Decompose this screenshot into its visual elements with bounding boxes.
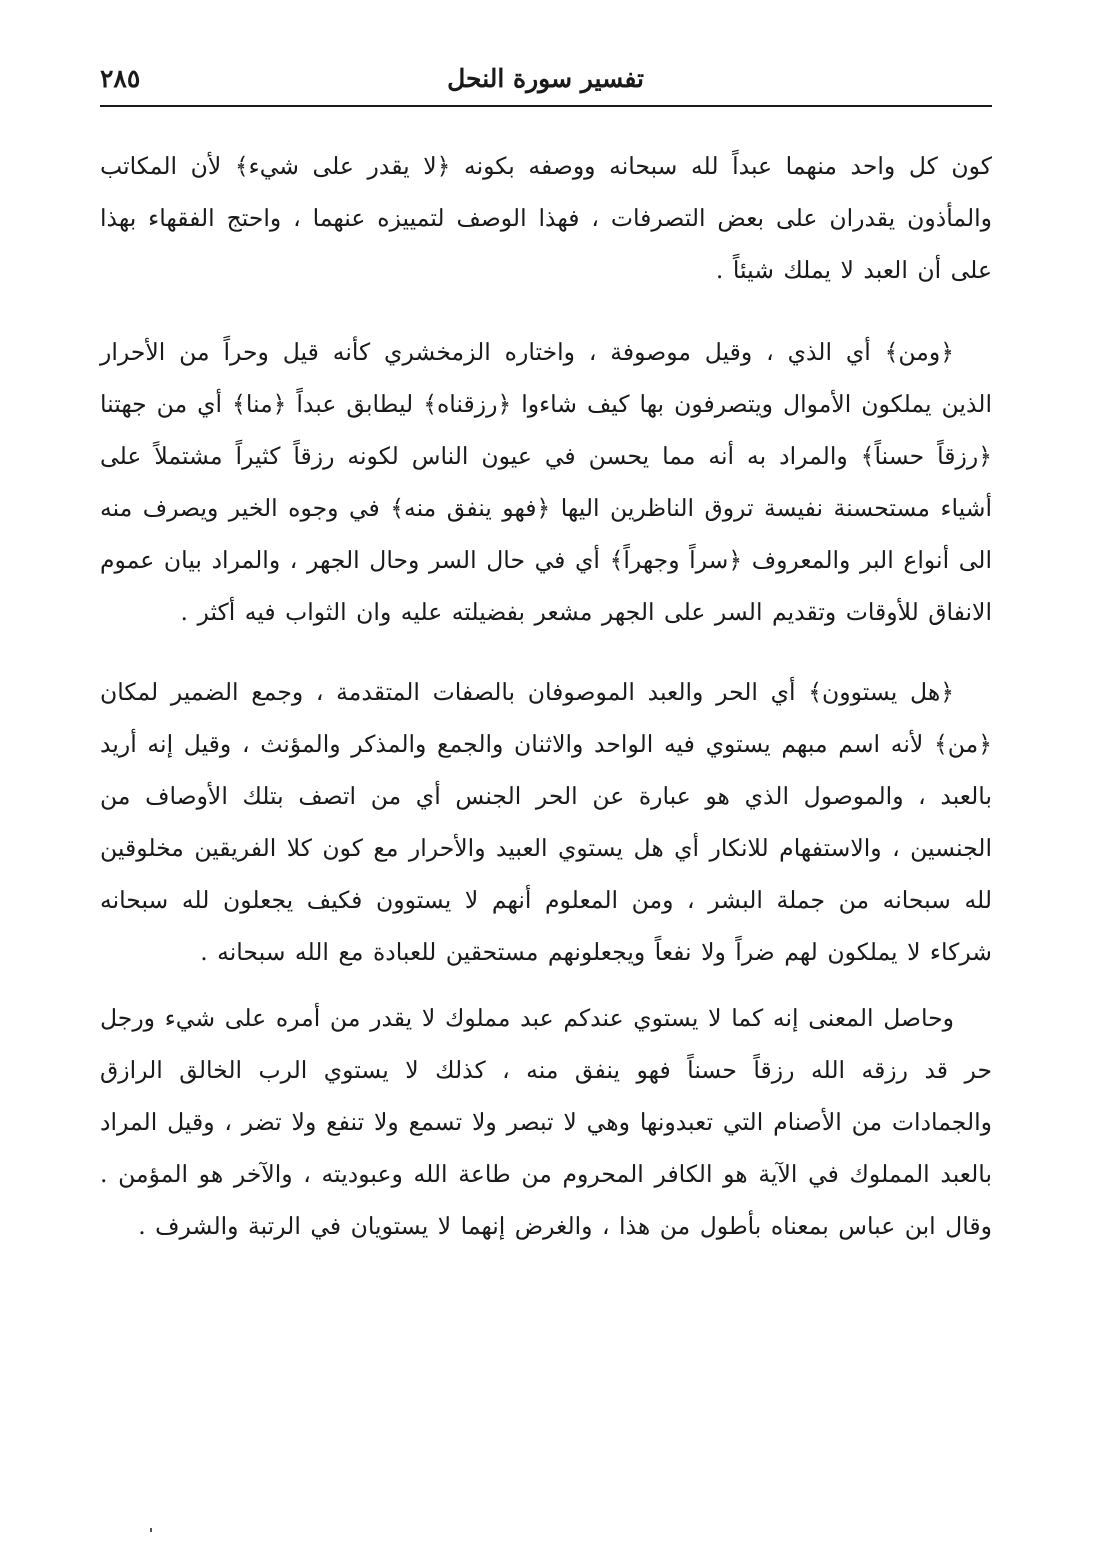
header-title: تفسير سورة النحل <box>447 64 644 93</box>
page-number: ٢٨٥ <box>100 64 141 93</box>
running-header <box>100 62 992 106</box>
paragraph-3: ﴿هل يستوون﴾ أي الحر والعبد الموصوفان بالصفات المتقدمة ، وجمع الضمير لمكان ﴿من﴾ لأنه اسم مبهم يستوي فيه الواحد والاثنان والجمع والمذكر والمؤنث ، وقيل إنه أريد بالعبد ، والموصول الذي هو عبارة عن الحر الجنس أي من اتصف بتلك الأوصاف من الجنسين ، والاستفهام للانكار أي هل يستوي العبيد والأحرار مع كون كلا الفريقين مخلوقين لله سبحانه من جملة البشر ، ومن المعلوم أنهم لا يستوون فكيف يجعلون لله سبحانه شركاء لا يملكون لهم ضراً ولا نفعاً ويجعلونهم مستحقين للعبادة مع الله سبحانه . <box>100 678 992 966</box>
paragraph-1: كون كل واحد منهما عبداً لله سبحانه ووصفه بكونه ﴿لا يقدر على شيء﴾ لأن المكاتب والمأذون يقدران على بعض التصرفات ، فهذا الوصف لتمييزه عنهما ، واحتج الفقهاء بهذا على أن العبد لا يملك شيئاً . <box>100 152 992 284</box>
paragraph-4: وحاصل المعنى إنه كما لا يستوي عندكم عبد مملوك لا يقدر من أمره على شيء ورجل حر قد رزقه الله رزقاً حسناً فهو ينفق منه ، كذلك لا يستوي الرب الخالق الرازق والجمادات من الأصنام التي تعبدونها وهي لا تبصر ولا تسمع ولا تنفع ولا تضر ، وقيل المراد بالعبد المملوك في الآية هو الكافر المحروم من طاعة الله وعبوديته ، والآخر هو المؤمن . وقال ابن عباس بمعناه بأطول من هذا ، والغرض إنهما لا يستويان في الرتبة والشرف . <box>100 1004 992 1240</box>
header-divider <box>100 105 992 107</box>
page-body <box>100 140 992 1252</box>
scan-speck <box>150 1528 152 1532</box>
paragraph-2: ﴿ومن﴾ أي الذي ، وقيل موصوفة ، واختاره الزمخشري كأنه قيل وحراً من الأحرار الذين يملكون الأموال ويتصرفون بها كيف شاءوا ﴿رزقناه﴾ ليطابق عبداً ﴿منا﴾ أي من جهتنا ﴿رزقاً حسناً﴾ والمراد به أنه مما يحسن في عيون الناس لكونه رزقاً كثيراً مشتملاً على أشياء مستحسنة نفيسة تروق الناظرين اليها ﴿فهو ينفق منه﴾ في وجوه الخير ويصرف منه الى أنواع البر والمعروف ﴿سراً وجهراً﴾ أي في حال السر وحال الجهر ، والمراد بيان عموم الانفاق للأوقات وتقديم السر على الجهر مشعر بفضيلته عليه وان الثواب فيه أكثر . <box>100 338 992 626</box>
